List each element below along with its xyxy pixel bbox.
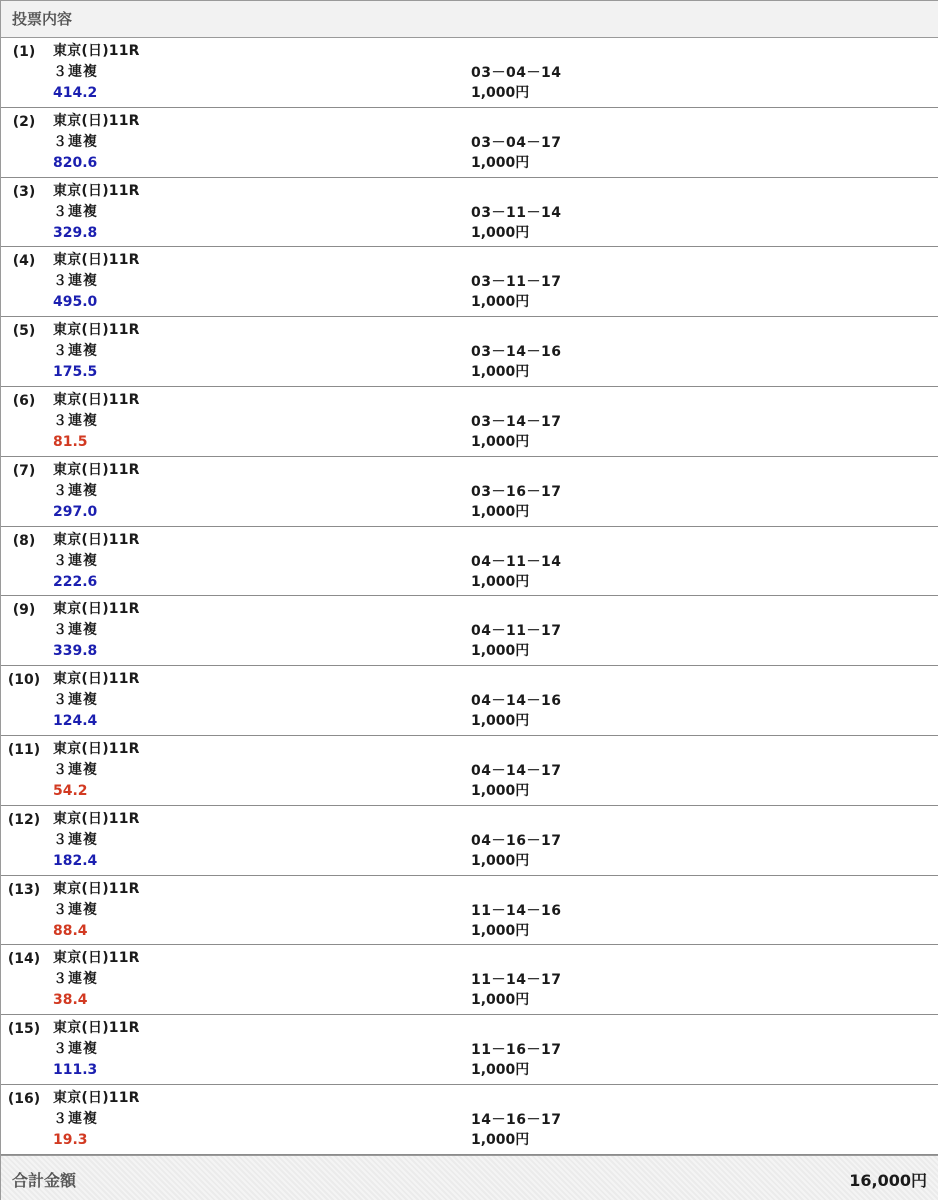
odds-value: 329.8 — [53, 224, 98, 241]
bet-amount: 1,000円 — [471, 782, 530, 799]
horse-combination: 04－11－14 — [471, 553, 562, 570]
bet-amount: 1,000円 — [471, 154, 530, 171]
race-venue: 東京(日)11R — [53, 391, 140, 408]
bet-type: ３連複 — [53, 761, 98, 778]
bet-amount: 1,000円 — [471, 1062, 530, 1079]
bet-type: ３連複 — [53, 133, 98, 150]
race-venue: 東京(日)11R — [53, 1020, 140, 1037]
bet-amount: 1,000円 — [471, 573, 530, 590]
odds-value: 19.3 — [53, 1131, 88, 1148]
bet-amount: 1,000円 — [471, 1131, 530, 1148]
bet-amount: 1,000円 — [471, 224, 530, 241]
bet-number: (4) — [12, 253, 36, 270]
bet-number: (16) — [7, 1090, 41, 1107]
bet-type: ３連複 — [53, 692, 98, 709]
bet-row — [1, 596, 938, 666]
bet-amount: 1,000円 — [471, 85, 530, 101]
bet-number: (15) — [7, 1021, 41, 1038]
bet-row — [1, 178, 938, 248]
horse-combination: 03－14－17 — [471, 413, 562, 430]
bet-row — [1, 247, 938, 317]
bet-type: ３連複 — [53, 482, 98, 499]
race-venue: 東京(日)11R — [53, 322, 140, 339]
total-label: 合計金額 — [12, 1171, 77, 1190]
bet-amount: 1,000円 — [471, 992, 530, 1009]
bet-row — [1, 387, 938, 457]
bet-row — [1, 876, 938, 946]
bet-amount: 1,000円 — [471, 294, 530, 311]
bet-number: (14) — [7, 951, 41, 968]
bet-row — [1, 108, 938, 178]
race-venue: 東京(日)11R — [53, 880, 140, 897]
odds-value: 54.2 — [53, 782, 88, 799]
horse-combination: 03－16－17 — [471, 483, 562, 500]
bet-number: (13) — [7, 881, 41, 898]
bet-type: ３連複 — [53, 343, 98, 360]
section-header — [1, 0, 938, 38]
race-venue: 東京(日)11R — [53, 461, 140, 478]
bet-number: (3) — [12, 183, 36, 200]
bet-number: (8) — [12, 532, 36, 549]
bet-row — [1, 457, 938, 527]
bet-row — [1, 666, 938, 736]
bet-row — [1, 38, 938, 108]
race-venue: 東京(日)11R — [53, 740, 140, 757]
bet-amount: 1,000円 — [471, 503, 530, 520]
bet-number: (2) — [12, 113, 36, 130]
horse-combination: 14－16－17 — [471, 1111, 562, 1128]
horse-combination: 03－11－17 — [471, 274, 562, 291]
bet-type: ３連複 — [53, 412, 98, 429]
race-venue: 東京(日)11R — [53, 950, 140, 967]
odds-value: 222.6 — [53, 573, 98, 590]
odds-value: 297.0 — [53, 503, 98, 520]
bet-row — [1, 736, 938, 806]
bet-type: ３連複 — [53, 552, 98, 569]
race-venue: 東京(日)11R — [53, 531, 140, 548]
odds-value: 111.3 — [53, 1062, 98, 1079]
bet-number: (7) — [12, 462, 36, 479]
horse-combination: 11－16－17 — [471, 1042, 562, 1059]
bet-amount: 1,000円 — [471, 433, 530, 450]
odds-value: 414.2 — [53, 85, 98, 101]
bet-row — [1, 317, 938, 387]
horse-combination: 04－11－17 — [471, 623, 562, 640]
race-venue: 東京(日)11R — [53, 182, 140, 199]
horse-combination: 04－14－16 — [471, 693, 562, 710]
bet-type: ３連複 — [53, 971, 98, 988]
bet-number: (10) — [7, 672, 41, 689]
odds-value: 182.4 — [53, 852, 98, 869]
bet-amount: 1,000円 — [471, 364, 530, 381]
bet-list — [1, 38, 938, 1155]
odds-value: 175.5 — [53, 364, 98, 381]
odds-value: 339.8 — [53, 643, 98, 660]
horse-combination: 04－16－17 — [471, 832, 562, 849]
race-venue: 東京(日)11R — [53, 671, 140, 688]
horse-combination: 11－14－16 — [471, 902, 562, 919]
bet-type: ３連複 — [53, 831, 98, 848]
race-venue: 東京(日)11R — [53, 112, 140, 129]
race-venue: 東京(日)11R — [53, 1089, 140, 1106]
bet-number: (11) — [7, 741, 41, 758]
total-value: 16,000円 — [849, 1171, 927, 1190]
bet-number: (12) — [7, 811, 41, 828]
bet-row — [1, 806, 938, 876]
bet-amount: 1,000円 — [471, 922, 530, 939]
odds-value: 88.4 — [53, 922, 88, 939]
race-venue: 東京(日)11R — [53, 43, 140, 59]
horse-combination: 03－04－14 — [471, 65, 562, 81]
race-venue: 東京(日)11R — [53, 810, 140, 827]
bet-row — [1, 1085, 938, 1155]
bet-row — [1, 1015, 938, 1085]
odds-value: 81.5 — [53, 433, 88, 450]
bet-row — [1, 945, 938, 1015]
race-venue: 東京(日)11R — [53, 252, 140, 269]
bet-type: ３連複 — [53, 203, 98, 220]
bet-amount: 1,000円 — [471, 643, 530, 660]
bet-type: ３連複 — [53, 901, 98, 918]
bet-type: ３連複 — [53, 622, 98, 639]
horse-combination: 11－14－17 — [471, 972, 562, 989]
odds-value: 124.4 — [53, 713, 98, 730]
horse-combination: 04－14－17 — [471, 762, 562, 779]
odds-value: 820.6 — [53, 154, 98, 171]
bet-type: ３連複 — [53, 1110, 98, 1127]
bet-amount: 1,000円 — [471, 852, 530, 869]
bet-number: (1) — [12, 44, 36, 60]
horse-combination: 03－11－14 — [471, 204, 562, 221]
bet-number: (9) — [12, 602, 36, 619]
race-venue: 東京(日)11R — [53, 601, 140, 618]
horse-combination: 03－04－17 — [471, 134, 562, 151]
bet-type: ３連複 — [53, 273, 98, 290]
bet-row — [1, 527, 938, 597]
total-footer — [1, 1155, 938, 1200]
bet-number: (5) — [12, 323, 36, 340]
bet-number: (6) — [12, 392, 36, 409]
bet-type: ３連複 — [53, 1041, 98, 1058]
horse-combination: 03－14－16 — [471, 344, 562, 361]
section-title: 投票内容 — [12, 10, 73, 28]
bet-amount: 1,000円 — [471, 713, 530, 730]
odds-value: 495.0 — [53, 294, 98, 311]
bet-type: ３連複 — [53, 64, 98, 80]
odds-value: 38.4 — [53, 992, 88, 1009]
